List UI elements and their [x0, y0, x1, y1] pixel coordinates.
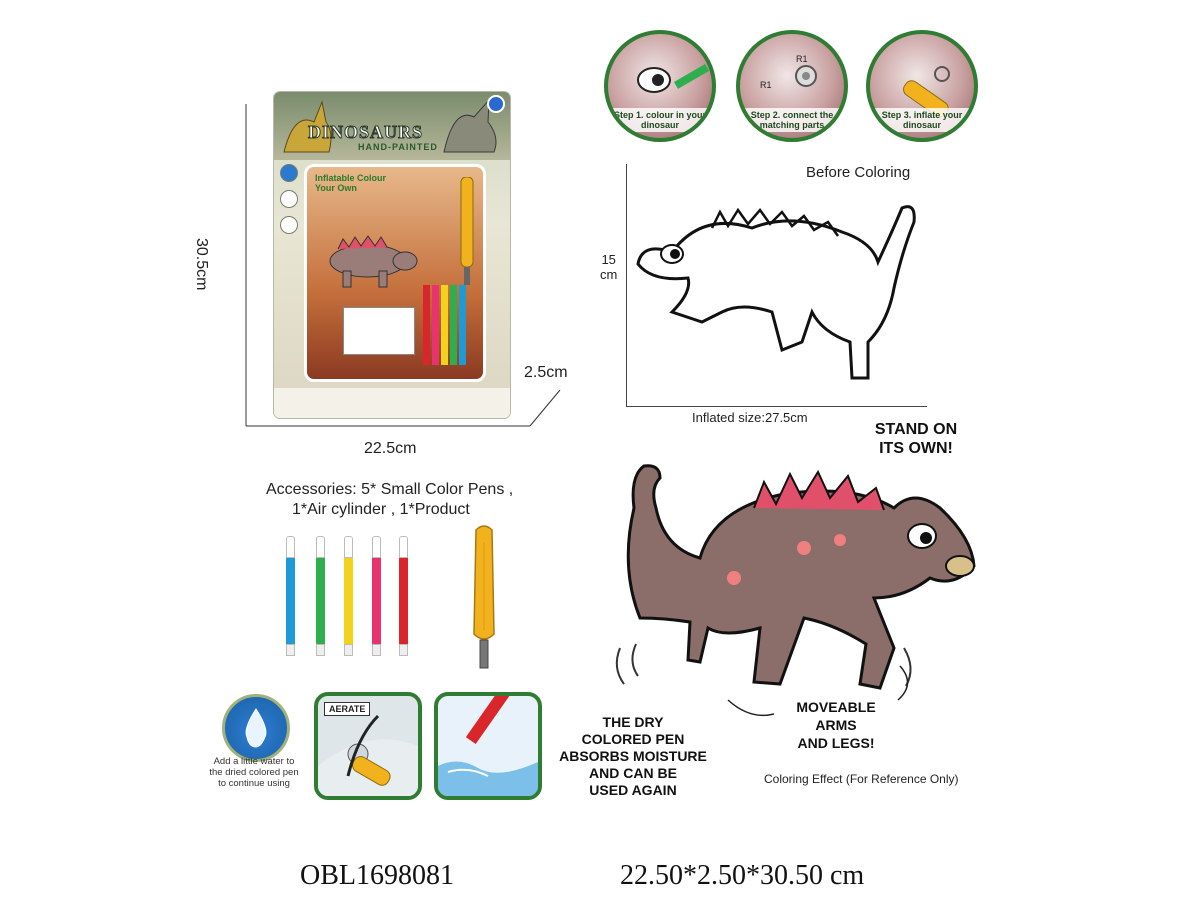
pens-row	[286, 536, 426, 660]
aerate-box	[314, 692, 422, 800]
dry-pen-line-3: ABSORBS MOISTURE	[559, 748, 707, 764]
pen-in-water-illustration	[438, 696, 538, 796]
pen-blue-body	[286, 558, 295, 644]
outline-dino-illustration	[632, 192, 922, 388]
stand-on-own-line-2: ITS OWN!	[879, 440, 953, 457]
moveable-line-2: ARMS	[815, 717, 857, 733]
before-coloring-title: Before Coloring	[806, 164, 911, 181]
step-2-marker-top: R1	[796, 54, 808, 64]
dry-pen-line-2: COLORED PEN	[581, 731, 685, 747]
aerate-label: AERATE	[324, 702, 370, 716]
pen-green	[316, 536, 325, 656]
package-brand: DINOSAURS	[308, 122, 424, 142]
arrow-right-icon	[898, 666, 908, 700]
dry-pen-line-4: AND CAN BE	[589, 765, 677, 781]
accessories-text	[266, 480, 513, 520]
dry-pen-text	[554, 714, 712, 799]
dry-pen-line-1: THE DRY	[602, 714, 664, 730]
pen-in-water-box	[434, 692, 542, 800]
stand-on-own-line-1: STAND ON	[874, 421, 958, 438]
water-drop-badge	[222, 694, 290, 762]
package-brand-sub: HAND-PAINTED	[358, 142, 438, 152]
product-size: 22.50*2.50*30.50 cm	[620, 860, 865, 891]
before-height-label	[600, 252, 617, 282]
step-1-circle	[604, 30, 716, 142]
step-2-circle	[736, 30, 848, 142]
pen-yellow	[344, 536, 353, 656]
before-height-value: 15	[601, 252, 616, 267]
pen-red	[399, 536, 408, 656]
step-3-caption: Step 3. inflate your dinosaur	[870, 108, 974, 132]
arrow-left-icon	[728, 700, 774, 715]
pen-pink	[372, 536, 381, 656]
water-caption: Add a little water to the dried colored pen to continue using	[209, 756, 299, 789]
step-1-caption: Step 1. colour in your dinosaur	[608, 108, 712, 132]
step-3-circle	[866, 30, 978, 142]
air-cylinder	[468, 522, 500, 672]
step-2-marker-left: R1	[760, 80, 772, 90]
pen-blue	[286, 536, 295, 656]
dry-pen-line-5: USED AGAIN	[589, 782, 677, 798]
package-depth-label: 2.5cm	[524, 364, 568, 381]
step-2-caption: Step 2. connect the matching parts	[740, 108, 844, 132]
package-height-label: 30.5cm	[193, 238, 210, 291]
package-width-label: 22.5cm	[364, 440, 417, 457]
package-dimension-lines	[230, 90, 570, 450]
inflated-size-label: Inflated size:27.5cm	[692, 410, 808, 425]
water-drop-icon	[225, 697, 287, 759]
accessories-line-1: Accessories: 5* Small Color Pens ,	[266, 481, 514, 498]
product-code: OBL1698081	[300, 860, 454, 891]
moveable-text	[776, 698, 896, 752]
package-window-title: Inflatable Colour Your Own	[315, 173, 387, 193]
before-height-unit: cm	[600, 267, 618, 282]
accessories-line-2: 1*Air cylinder , 1*Product	[292, 501, 470, 518]
coloring-effect-note: Coloring Effect (For Reference Only)	[764, 772, 959, 786]
moveable-line-3: AND LEGS!	[797, 735, 875, 751]
moveable-line-1: MOVEABLE	[796, 699, 876, 715]
package-size-label: Inflated size	[349, 345, 387, 352]
